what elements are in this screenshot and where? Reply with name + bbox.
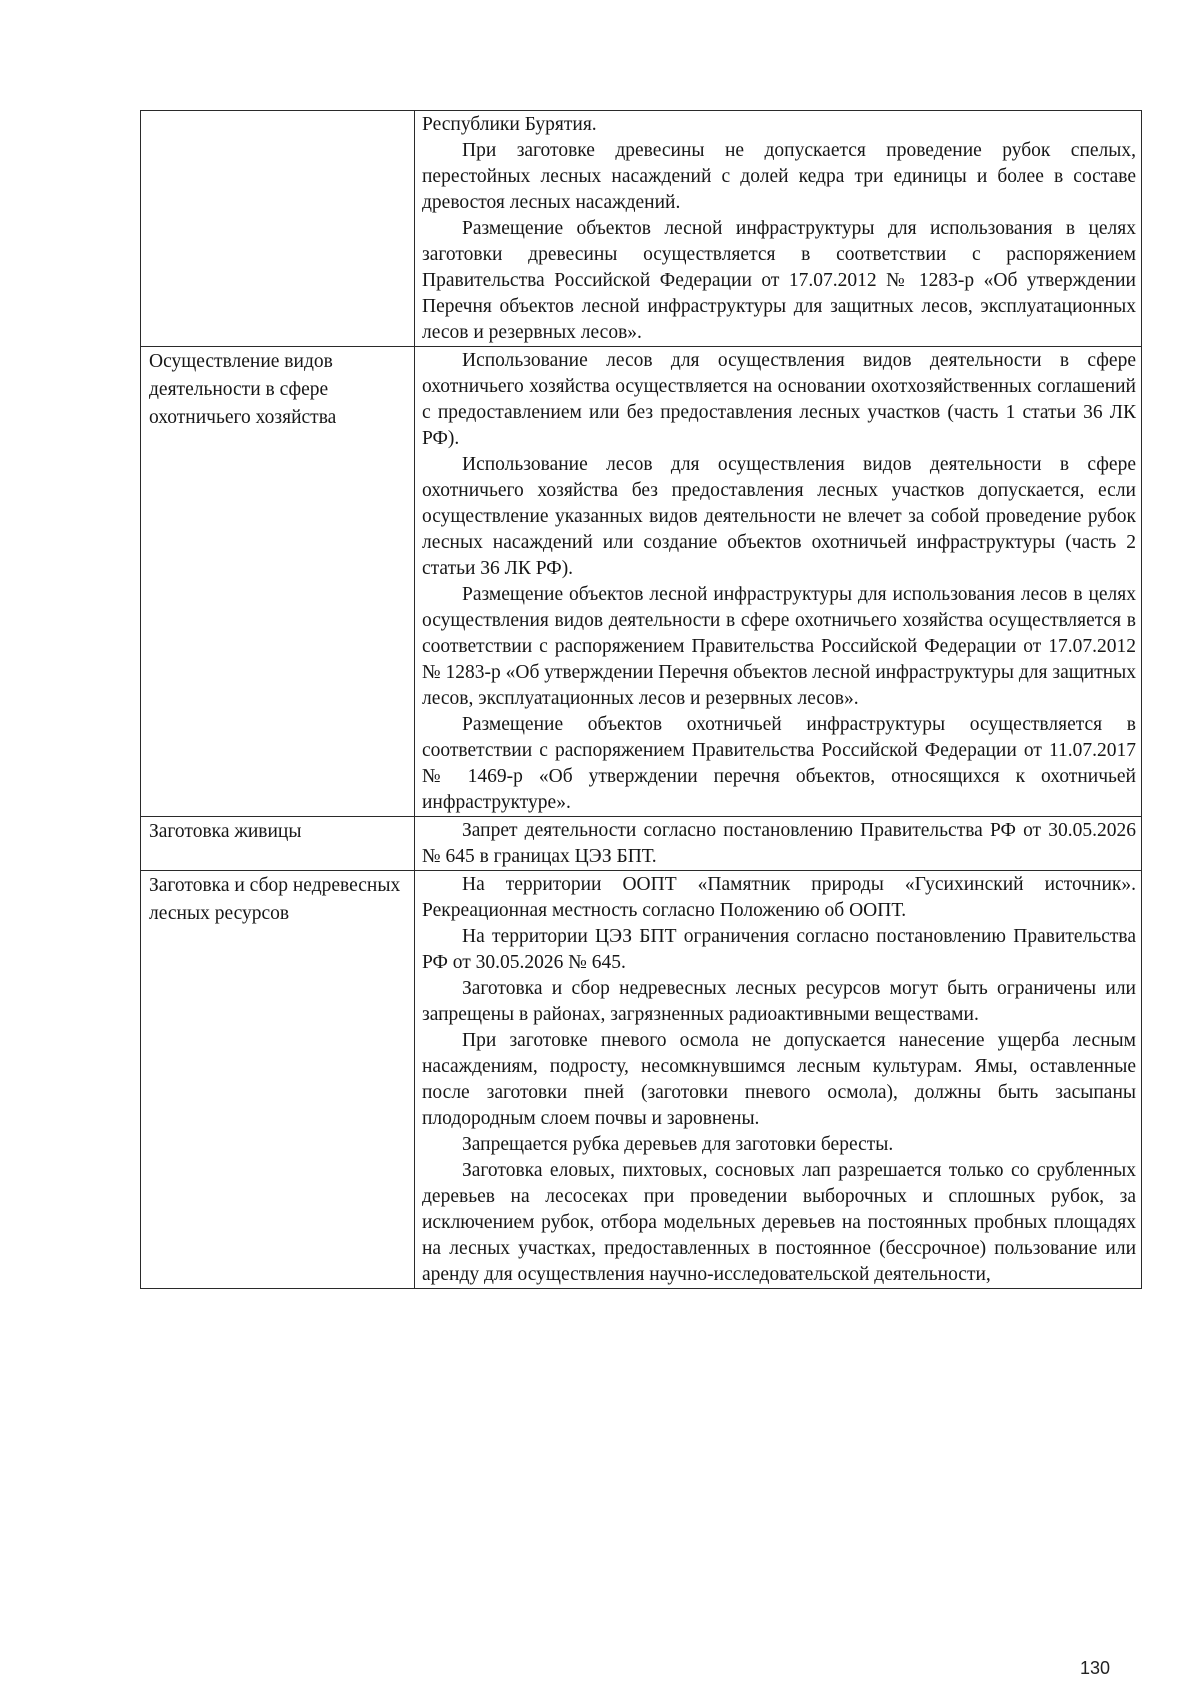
rule-paragraph: При заготовке древесины не допускается проведение рубок спелых, перестойных лесных насаждений с долей кедра три единицы и более в составе древостоя лесных насаждений. bbox=[422, 140, 1136, 213]
rule-paragraph: Заготовка и сбор недревесных лесных ресурсов могут быть ограничены или запрещены в районах, загрязненных радиоактивными веществами. bbox=[422, 978, 1136, 1025]
regulation-table bbox=[140, 110, 1142, 1289]
activity-cell: Осуществление видов деятельности в сфере охотничьего хозяйства bbox=[141, 347, 415, 817]
activity-cell bbox=[141, 111, 415, 347]
rules-cell bbox=[415, 347, 1142, 817]
rule-paragraph: Размещение объектов охотничьей инфраструктуры осуществляется в соответствии с распоряжением Правительства Российской Федерации от 11.07.2017 № 1469-р «Об утверждении перечня объектов, относящихся к охотничьей инфраструктуре». bbox=[422, 714, 1136, 813]
rule-paragraph: Использование лесов для осуществления видов деятельности в сфере охотничьего хозяйства без предоставления лесных участков допускается, если осуществление указанных видов деятельности не влечет за собой проведение рубок лесных насаждений или создание объектов охотничьей инфраструктуры (часть 2 статьи 36 ЛК РФ). bbox=[422, 454, 1136, 579]
table-row bbox=[141, 111, 1142, 347]
rule-paragraph: Запрещается рубка деревьев для заготовки бересты. bbox=[462, 1134, 894, 1155]
activity-cell: Заготовка и сбор недревесных лесных ресурсов bbox=[141, 871, 415, 1289]
rule-paragraph: Размещение объектов лесной инфраструктуры для использования лесов в целях осуществления видов деятельности в сфере охотничьего хозяйства осуществляется в соответствии с распоряжением Правительства Российской Федерации от 17.07.2012 № 1283-р «Об утверждении Перечня объектов лесной инфраструктуры для защитных лесов, эксплуатационных лесов и резервных лесов». bbox=[422, 584, 1136, 709]
rule-paragraph: На территории ООПТ «Памятник природы «Гусихинский источник». Рекреационная местность согласно Положению об ООПТ. bbox=[422, 874, 1136, 921]
rule-paragraph: Заготовка еловых, пихтовых, сосновых лап разрешается только со срубленных деревьев на лесосеках при проведении выборочных и сплошных рубок, за исключением рубок, отбора модельных деревьев на постоянных пробных площадях на лесных участках, предоставленных в постоянное (бессрочное) пользование или аренду для осуществления научно-исследовательской деятельности, bbox=[422, 1160, 1136, 1285]
page-number: 130 bbox=[1080, 1658, 1111, 1678]
rules-cell bbox=[415, 111, 1142, 347]
rules-cell bbox=[415, 817, 1142, 871]
activity-cell: Заготовка живицы bbox=[141, 817, 415, 871]
rule-paragraph: На территории ЦЭЗ БПТ ограничения согласно постановлению Правительства РФ от 30.05.2026 № 645. bbox=[422, 926, 1136, 973]
rule-paragraph: Размещение объектов лесной инфраструктуры для использования в целях заготовки древесины осуществляется в соответствии с распоряжением Правительства Российской Федерации от 17.07.2012 № 1283-р «Об утверждении Перечня объектов лесной инфраструктуры для защитных лесов, эксплуатационных лесов и резервных лесов». bbox=[422, 218, 1136, 343]
table-row bbox=[141, 871, 1142, 1289]
rule-paragraph: При заготовке пневого осмола не допускается нанесение ущерба лесным насаждениям, подросту, несомкнувшимся лесным культурам. Ямы, оставленные после заготовки пней (заготовки пневого осмола), должны быть засыпаны плодородным слоем почвы и заровнены. bbox=[422, 1030, 1136, 1129]
rule-paragraph: Запрет деятельности согласно постановлению Правительства РФ от 30.05.2026 № 645 в границах ЦЭЗ БПТ. bbox=[422, 820, 1136, 867]
rule-paragraph: Использование лесов для осуществления видов деятельности в сфере охотничьего хозяйства осуществляется на основании охотхозяйственных соглашений с предоставлением или без предоставления лесных участков (часть 1 статьи 36 ЛК РФ). bbox=[422, 350, 1136, 449]
rules-cell bbox=[415, 871, 1142, 1289]
table-row bbox=[141, 347, 1142, 817]
rule-paragraph: Республики Бурятия. bbox=[422, 114, 597, 135]
table-row bbox=[141, 817, 1142, 871]
